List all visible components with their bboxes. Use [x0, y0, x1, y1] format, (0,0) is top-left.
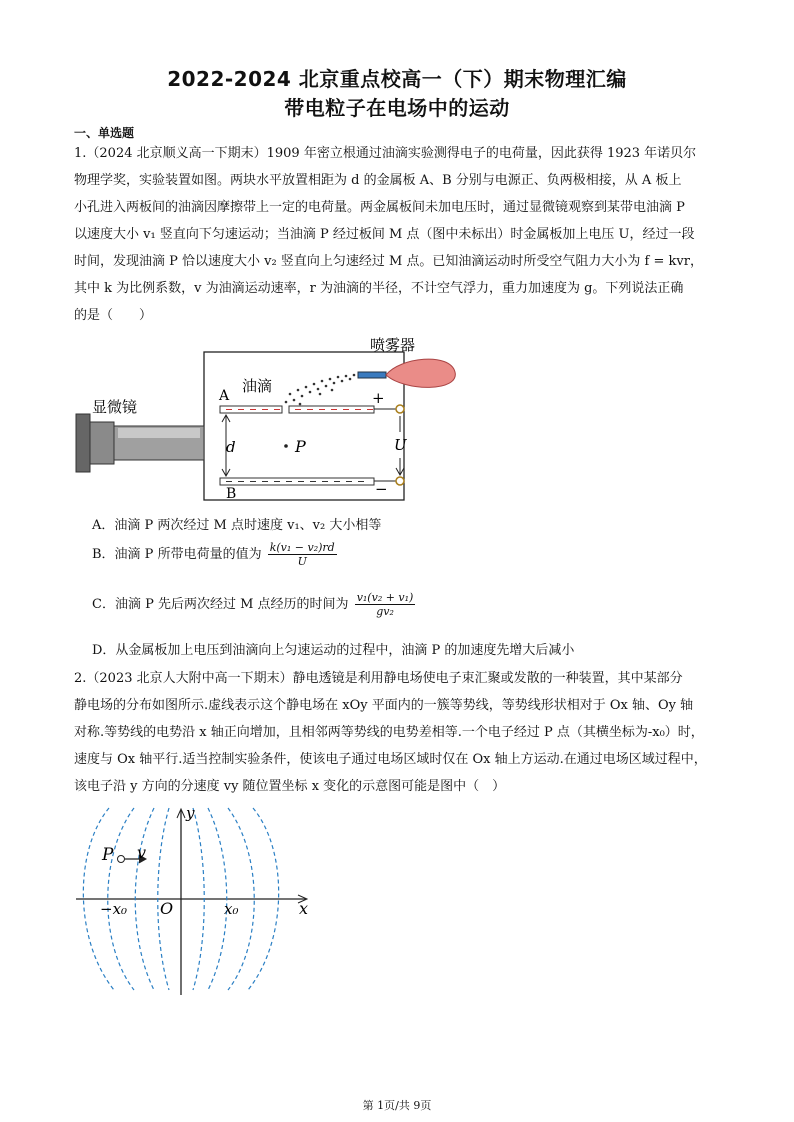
v-label: v	[137, 843, 147, 862]
q1-option-a: A．油滴 P 两次经过 M 点时速度 v₁、v₂ 大小相等	[92, 518, 382, 533]
document-title-line1: 2022-2024 北京重点校高一（下）期末物理汇编	[167, 67, 627, 91]
q1-option-d: D．从金属板加上电压到油滴向上匀速运动的过程中，油滴 P 的加速度先增大后减小	[92, 643, 575, 658]
equipotential-figure	[74, 800, 324, 1000]
q1-line-2: 物理学奖，实验装置如图。两块水平放置相距为 d 的金属板 A、B 分别与电源正、负两极相接，从 A 板上	[74, 173, 682, 188]
q1-line-5: 时间，发现油滴 P 恰以速度大小 v₂ 竖直向上匀速经过 M 点。已知油滴运动时所受空气阻力大小为 f = kvr，	[74, 254, 703, 269]
point-p-q2	[118, 856, 125, 863]
q1-option-c-text: C．油滴 P 先后两次经过 M 点经历的时间为	[92, 597, 349, 612]
q2-line-1: 2.（2023 北京人大附中高一下期末）静电透镜是利用静电场使电子束汇聚或发散的一种装置，其中某部分	[74, 671, 683, 686]
q1-option-b-text: B．油滴 P 所带电荷量的值为	[92, 547, 262, 562]
q1-line-4: 以速度大小 v₁ 竖直向下匀速运动；当油滴 P 经过板间 M 点（图中未标出）时金属板加上电压 U，经过一段	[74, 227, 695, 242]
x-axis-label: x	[299, 899, 309, 918]
page-footer: 第 1页/共 9页	[362, 1099, 432, 1112]
q1-line-7: 的是（ ）	[74, 308, 153, 323]
sprayer-label: 喷雾器	[370, 336, 416, 354]
microscope-label: 显微镜	[92, 398, 138, 416]
q1-option-c-fraction	[355, 591, 416, 618]
millikan-apparatus-figure	[70, 332, 470, 507]
microscope-icon	[76, 414, 204, 472]
q1-option-c	[92, 591, 417, 618]
q1-line-1: 1.（2024 北京顺义高一下期末）1909 年密立根通过油滴实验测得电子的电荷量，因此获得 1923 年诺贝尔	[74, 146, 697, 161]
q1-option-c-denominator: gv₂	[376, 605, 394, 618]
q1-option-b-numerator: k(v₁ − v₂)rd	[269, 541, 335, 554]
q2-line-3: 对称.等势线的电势沿 x 轴正向增加，且相邻两等势线的电势差相等.一个电子经过 P 点（其横坐标为-x₀）时，	[74, 725, 704, 740]
plate-a-label: A	[219, 388, 230, 404]
q1-option-b-fraction	[268, 541, 337, 568]
neg-x0-label: −x₀	[100, 900, 128, 918]
origin-label: O	[160, 899, 174, 918]
document-title-line2: 带电粒子在电场中的运动	[284, 96, 510, 120]
point-p	[284, 444, 288, 448]
plate-b-label: B	[226, 486, 237, 502]
q1-option-b-denominator: U	[297, 555, 307, 568]
u-label: U	[394, 436, 407, 454]
y-axis-label: y	[186, 804, 195, 822]
d-label: d	[226, 438, 236, 456]
q2-line-5: 该电子沿 y 方向的分速度 vy 随位置坐标 x 变化的示意图可能是图中（ ）	[74, 779, 506, 794]
q1-line-6: 其中 k 为比例系数，v 为油滴运动速率，r 为油滴的半径，不计空气浮力，重力加速度为 g。下列说法正确	[74, 281, 684, 296]
minus-label: −	[375, 480, 388, 498]
plus-label: +	[372, 389, 385, 407]
q1-option-c-numerator: v₁(v₂ + v₁)	[356, 591, 414, 604]
q1-option-b	[92, 541, 339, 568]
oil-drop-label: 油滴	[242, 377, 273, 395]
p-label: P	[295, 437, 306, 456]
x0-label: x₀	[224, 900, 239, 918]
terminal-plus	[396, 405, 404, 413]
p-label-q2: P	[102, 845, 114, 865]
section-label: 一、单选题	[74, 126, 135, 140]
terminal-minus	[396, 477, 404, 485]
q2-line-4: 速度与 Ox 轴平行.适当控制实验条件，使该电子通过电场区域时仅在 Ox 轴上方运动.在通过电场区域过程中，	[74, 752, 707, 767]
q1-line-3: 小孔进入两板间的油滴因摩擦带上一定的电荷量。两金属板间未加电压时，通过显微镜观察到某带电油滴 P	[74, 200, 685, 215]
q2-line-2: 静电场的分布如图所示.虚线表示这个静电场在 xOy 平面内的一簇等势线，等势线形状相对于 Ox 轴、Oy 轴	[74, 698, 694, 713]
